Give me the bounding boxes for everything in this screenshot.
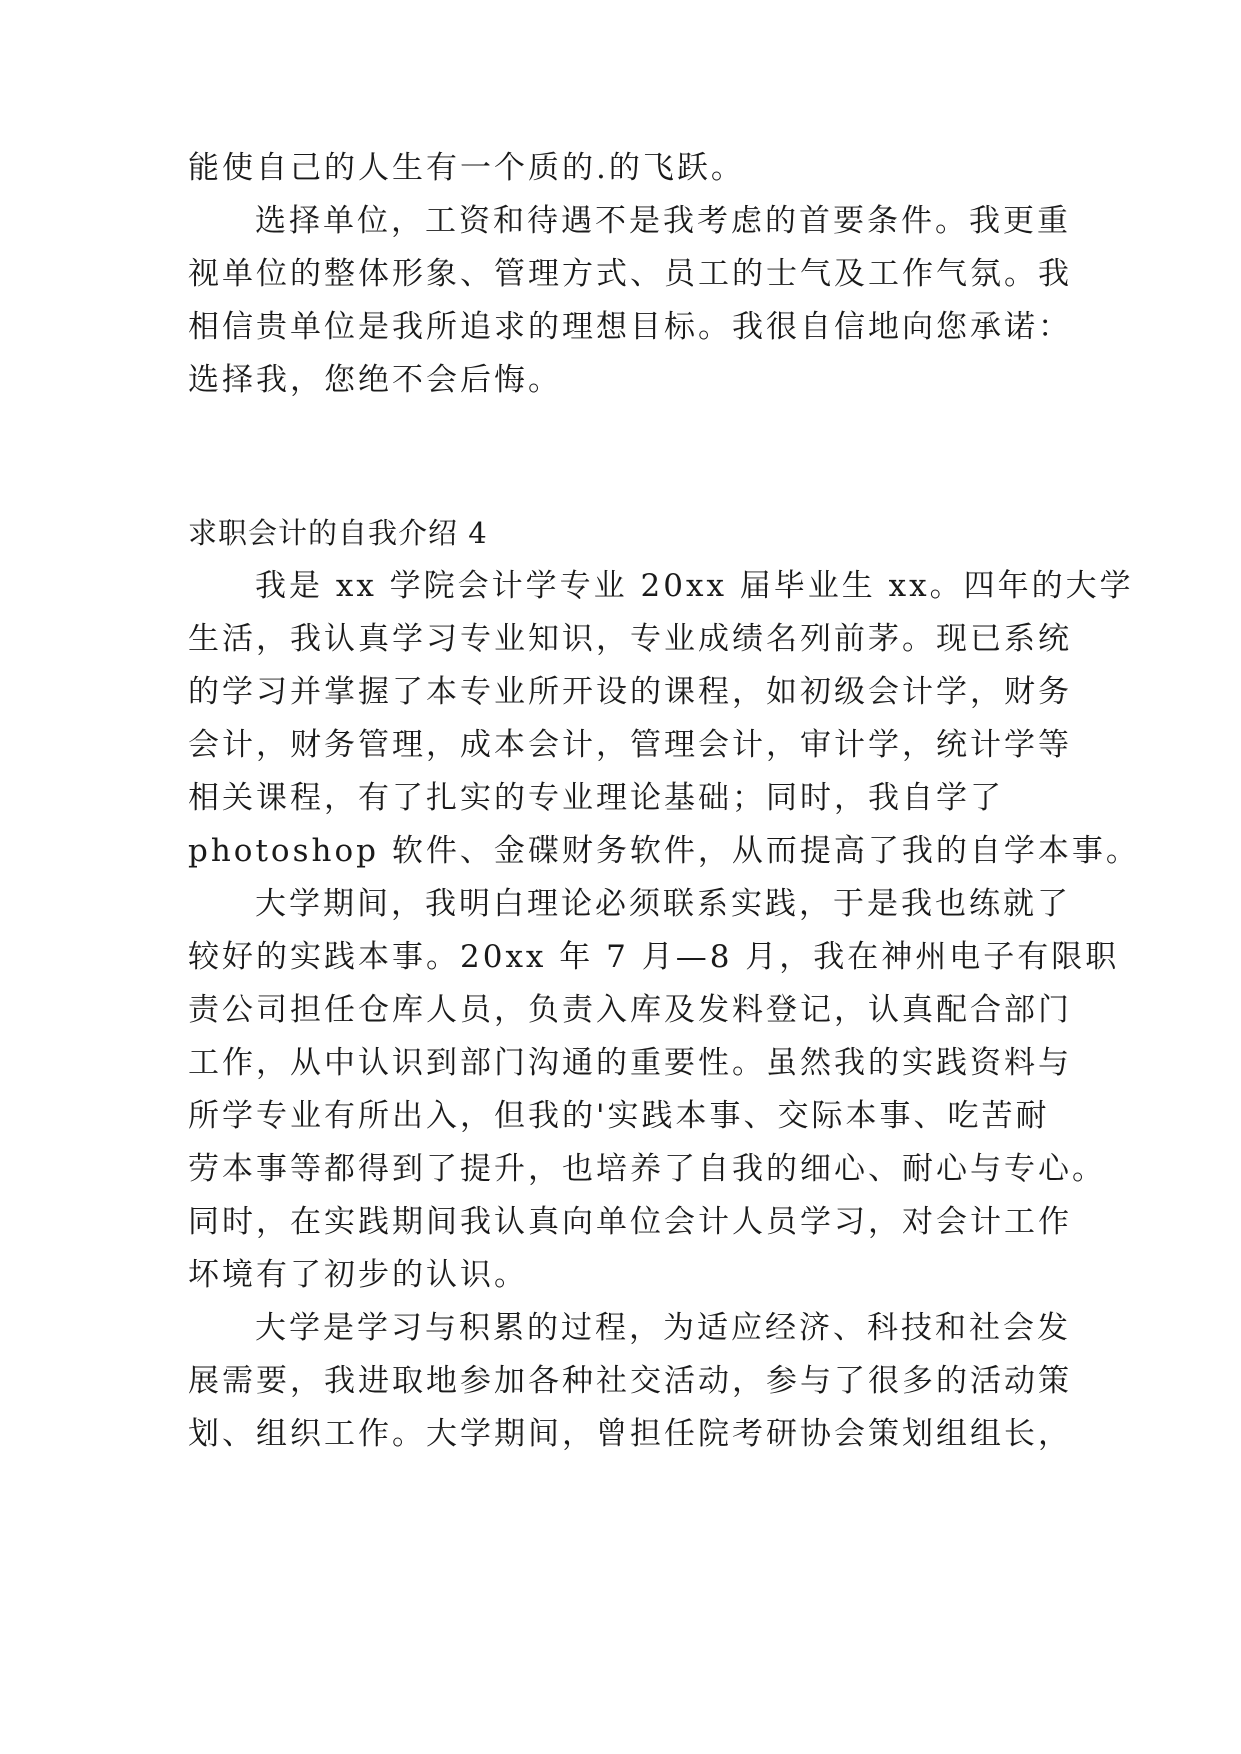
- text-line: 较好的实践本事。20xx 年 7 月—8 月，我在神州电子有限职: [188, 939, 1120, 975]
- text-line: 同时，在实践期间我认真向单位会计人员学习，对会计工作: [188, 1204, 1072, 1240]
- text-line: 责公司担任仓库人员，负责入库及发料登记，认真配合部门: [188, 992, 1072, 1028]
- text-line: 大学是学习与积累的过程，为适应经济、科技和社会发: [255, 1310, 1071, 1346]
- text-line: 所学专业有所出入，但我的'实践本事、交际本事、吃苦耐: [188, 1098, 1050, 1134]
- text-line: 大学期间，我明白理论必须联系实践，于是我也练就了: [255, 886, 1071, 922]
- text-line: 生活，我认真学习专业知识，专业成绩名列前茅。现已系统: [188, 621, 1072, 657]
- text-line: 视单位的整体形象、管理方式、员工的士气及工作气氛。我: [188, 256, 1072, 292]
- text-line: 能使自己的人生有一个质的.的飞跃。: [188, 150, 745, 186]
- text-line: 的学习并掌握了本专业所开设的课程，如初级会计学，财务: [188, 674, 1072, 710]
- text-line: 选择单位，工资和待遇不是我考虑的首要条件。我更重: [255, 203, 1071, 239]
- text-line: 选择我，您绝不会后悔。: [188, 362, 562, 398]
- text-line: 划、组织工作。大学期间，曾担任院考研协会策划组组长，: [188, 1416, 1072, 1452]
- text-line: 相关课程，有了扎实的专业理论基础；同时，我自学了: [188, 780, 1004, 816]
- text-line: 劳本事等都得到了提升，也培养了自我的细心、耐心与专心。: [188, 1151, 1106, 1187]
- text-line: 坏境有了初步的认识。: [188, 1257, 528, 1293]
- section-heading: 求职会计的自我介绍 4: [188, 516, 488, 550]
- text-line: 工作，从中认识到部门沟通的重要性。虽然我的实践资料与: [188, 1045, 1072, 1081]
- text-line: 相信贵单位是我所追求的理想目标。我很自信地向您承诺：: [188, 309, 1072, 345]
- text-line: 展需要，我进取地参加各种社交活动，参与了很多的活动策: [188, 1363, 1072, 1399]
- text-line: 会计，财务管理，成本会计，管理会计，审计学，统计学等: [188, 727, 1072, 763]
- text-line: photoshop 软件、金碟财务软件，从而提高了我的自学本事。: [188, 833, 1140, 869]
- text-line: 我是 xx 学院会计学专业 20xx 届毕业生 xx。四年的大学: [255, 568, 1134, 604]
